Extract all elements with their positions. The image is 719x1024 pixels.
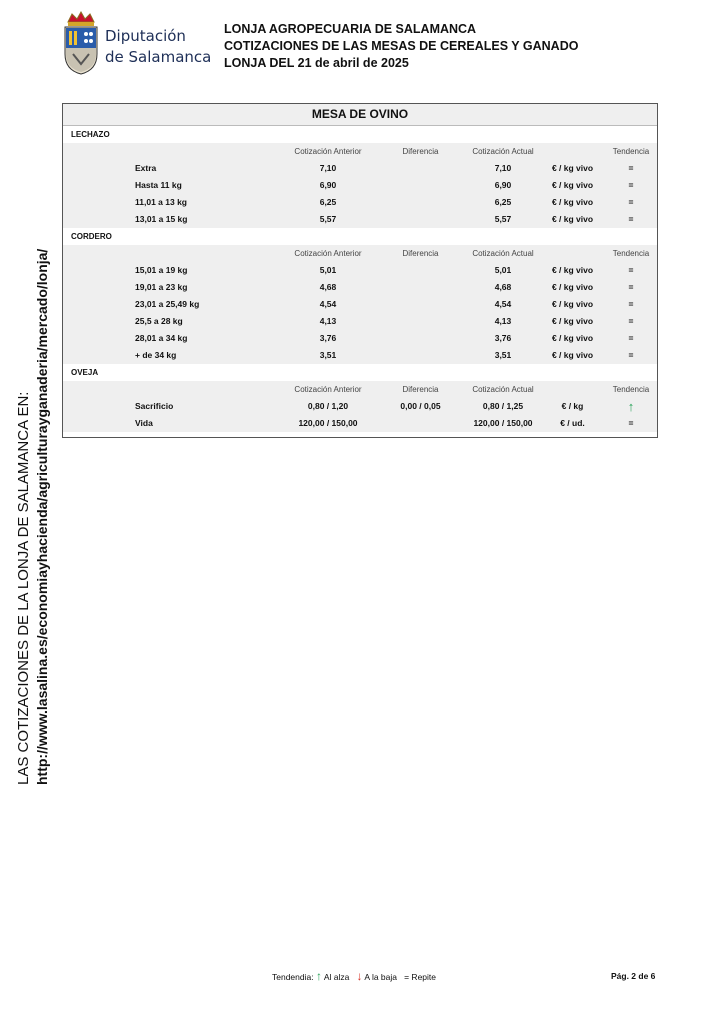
row-tendencia: = [628,163,634,173]
row-actual: 3,76 [494,333,512,343]
row-unit: € / kg vivo [551,197,594,207]
table-title: MESA DE OVINO [63,104,657,126]
row-tendencia: = [628,265,634,275]
row-unit: € / kg vivo [551,350,594,360]
table-row [63,279,657,296]
row-tendencia: = [628,214,634,224]
trend-legend [272,969,436,983]
side-note-line-1: LAS COTIZACIONES DE LA LONJA DE SALAMANCA EN: [15,391,32,785]
row-label: Sacrificio [135,401,174,411]
logo-line-1: Diputación [105,27,186,45]
row-unit: € / kg vivo [551,282,594,292]
row-label: 11,01 a 13 kg [135,197,187,207]
section-name: LECHAZO [71,130,110,139]
row-unit: € / ud. [560,418,585,428]
table-row [63,415,657,432]
header-line-1: LONJA AGROPECUARIA DE SALAMANCA [224,22,477,36]
row-label: 25,5 a 28 kg [135,316,183,326]
row-unit: € / kg vivo [551,265,594,275]
row-actual: 120,00 / 150,00 [473,418,533,428]
coat-of-arms-icon [60,10,102,78]
table-row [63,160,657,177]
row-actual: 4,54 [494,299,512,309]
col-tendencia: Tendencia [612,249,650,258]
column-header-row [63,381,657,398]
header-line-2: COTIZACIONES DE LAS MESAS DE CEREALES Y GANADO [224,39,579,53]
row-actual: 0,80 / 1,25 [482,401,524,411]
row-anterior: 5,57 [319,214,337,224]
row-unit: € / kg vivo [551,214,594,224]
row-tendencia: = [628,299,634,309]
row-tendencia: = [628,282,634,292]
row-unit: € / kg vivo [551,163,594,173]
row-label: Extra [135,163,157,173]
row-anterior: 7,10 [319,163,337,173]
table-row [63,313,657,330]
section-oveja [63,364,657,381]
trend-up-icon: ↑ [627,399,635,414]
row-actual: 6,25 [494,197,512,207]
row-actual: 4,68 [494,282,512,292]
row-tendencia: = [628,333,634,343]
section-lechazo [63,126,657,143]
column-header-row [63,143,657,160]
table-row [63,296,657,313]
row-actual: 4,13 [494,316,512,326]
row-unit: € / kg vivo [551,299,594,309]
row-anterior: 6,90 [319,180,337,190]
row-tendencia: = [628,316,634,326]
page-number: Pág. 2 de 6 [611,971,656,981]
col-anterior: Cotización Anterior [294,147,362,156]
row-unit: € / kg vivo [551,180,594,190]
side-note [14,249,52,785]
row-tendencia: = [628,418,634,428]
row-label: 23,01 a 25,49 kg [135,299,200,309]
side-note-url[interactable]: http://www.lasalina.es/economiayhacienda/agriculturayganaderia/mercado/lonja/ [34,248,50,785]
section-cordero [63,228,657,245]
row-anterior: 0,80 / 1,20 [307,401,349,411]
table-row [63,347,657,364]
row-label: 19,01 a 23 kg [135,282,188,292]
col-diferencia: Diferencia [402,249,439,258]
legend-down-label: A la baja [364,972,398,982]
row-unit: € / kg vivo [551,333,594,343]
row-label: Hasta 11 kg [135,180,182,190]
row-label: 15,01 a 19 kg [135,265,188,275]
row-label: 28,01 a 34 kg [135,333,188,343]
section-name: OVEJA [71,368,99,377]
row-tendencia: = [628,350,634,360]
row-actual: 6,90 [494,180,512,190]
col-diferencia: Diferencia [402,147,439,156]
section-name: CORDERO [71,232,112,241]
ovino-table [62,103,658,438]
logo-line-2: de Salamanca [105,48,212,66]
col-actual: Cotización Actual [472,249,534,258]
row-tendencia: = [628,180,634,190]
legend-label: Tendendia: [272,972,314,982]
column-header-row [63,245,657,262]
table-row [63,194,657,211]
row-anterior: 3,51 [319,350,337,360]
row-anterior: 120,00 / 150,00 [298,418,358,428]
row-actual: 3,51 [494,350,512,360]
col-actual: Cotización Actual [472,385,534,394]
table-row [63,398,657,415]
table-row [63,330,657,347]
table-row [63,177,657,194]
row-actual: 7,10 [494,163,512,173]
row-unit: € / kg [561,401,584,411]
row-label: Vida [135,418,153,428]
col-actual: Cotización Actual [472,147,534,156]
legend-equal-label: = Repite [404,972,437,982]
row-anterior: 3,76 [319,333,337,343]
table-row [63,211,657,228]
arrow-down-icon: ↓ [356,969,363,983]
row-actual: 5,57 [494,214,512,224]
row-label: 13,01 a 15 kg [135,214,188,224]
col-tendencia: Tendencia [612,385,650,394]
col-anterior: Cotización Anterior [294,385,362,394]
row-anterior: 5,01 [319,265,337,275]
col-diferencia: Diferencia [402,385,439,394]
row-unit: € / kg vivo [551,316,594,326]
row-anterior: 4,54 [319,299,337,309]
row-anterior: 6,25 [319,197,337,207]
col-anterior: Cotización Anterior [294,249,362,258]
row-actual: 5,01 [494,265,512,275]
col-tendencia: Tendencia [612,147,650,156]
logo-text [105,26,211,68]
row-tendencia: = [628,197,634,207]
table-row [63,262,657,279]
row-label: + de 34 kg [135,350,177,360]
legend-up-label: Al alza [323,972,350,982]
row-anterior: 4,68 [319,282,337,292]
row-anterior: 4,13 [319,316,337,326]
row-diferencia: 0,00 / 0,05 [400,401,441,411]
arrow-up-icon: ↑ [315,969,322,983]
diputacion-logo [60,10,212,80]
document-header [224,21,578,72]
header-line-3: LONJA DEL 21 de abril de 2025 [224,56,409,70]
